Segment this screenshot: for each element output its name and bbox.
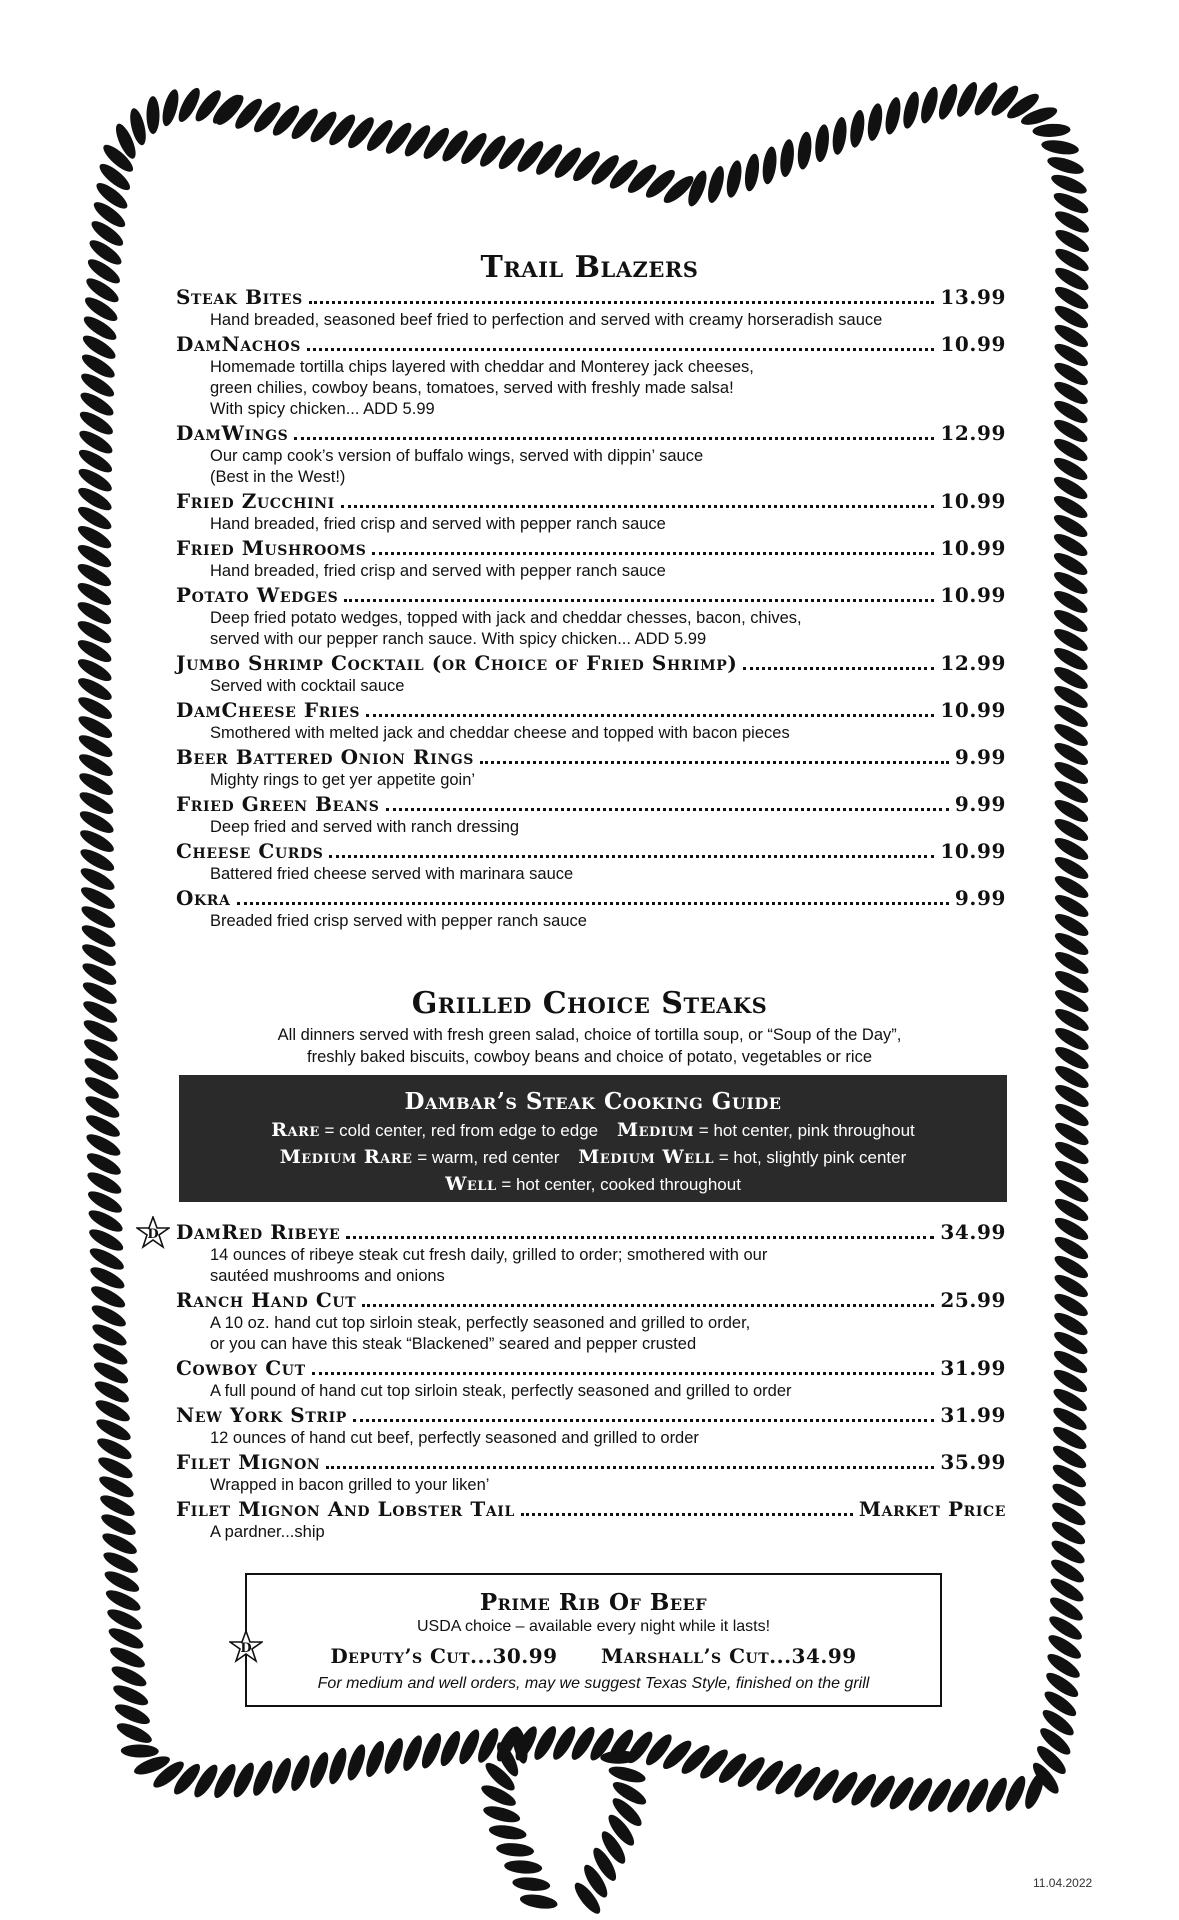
dot-leader: [386, 808, 949, 811]
rope-strand: [813, 124, 831, 163]
rare-term: Rare: [271, 1119, 320, 1141]
badge-letter-prime: D: [240, 1641, 252, 1656]
description-line: Deep fried and served with ranch dressing: [210, 818, 520, 836]
menu-item-name: Filet Mignon And Lobster Tail: [176, 1497, 515, 1521]
steaks-subtitle-line-1: All dinners served with fresh green salad, choice of tortilla soup, or “Soup of the Day”,: [277, 1026, 902, 1044]
trail-blazers-title: Trail Blazers: [480, 250, 699, 285]
grilled-steaks-title: Grilled Choice Steaks: [411, 986, 768, 1021]
medium-term: Medium: [617, 1119, 695, 1141]
description-line: green chilies, cowboy beans, tomatoes, served with freshly made salsa!: [210, 379, 734, 397]
rope-strand: [287, 1753, 313, 1793]
menu-item-description: [176, 310, 1006, 331]
menu-item-line: [176, 744, 1006, 770]
description-line: A 10 oz. hand cut top sirloin steak, perfectly seasoned and grilled to order,: [210, 1314, 751, 1332]
tb-menu-item: [176, 650, 1006, 697]
steak-menu-item: [176, 1355, 1006, 1402]
dambar-star-badge-icon-prime: [229, 1630, 263, 1664]
rope-knot-strand: [504, 1859, 543, 1875]
menu-item-line: [176, 284, 1006, 310]
menu-item-price: 10.99: [940, 583, 1006, 607]
prime-rib-box: [245, 1573, 942, 1707]
description-line: A full pound of hand cut top sirloin steak, perfectly seasoned and grilled to order: [210, 1382, 792, 1400]
menu-item-price: 25.99: [940, 1288, 1006, 1312]
description-line: 12 ounces of hand cut beef, perfectly seasoned and grilled to order: [210, 1429, 699, 1447]
rope-strand: [326, 1746, 350, 1786]
menu-item-name: Potato Wedges: [176, 583, 339, 607]
menu-item-price: 9.99: [954, 792, 1006, 816]
tb-menu-item: [176, 488, 1006, 535]
prime-rib-cuts: [247, 1641, 940, 1671]
tb-menu-item: [176, 582, 1006, 650]
menu-item-name: Fried Green Beans: [176, 792, 380, 816]
well-term: Well: [445, 1173, 497, 1195]
cooking-guide-line-1: [179, 1117, 1007, 1144]
menu-item-line: [176, 1219, 1006, 1245]
steaks-subtitle-line-2: freshly baked biscuits, cowboy beans and choice of potato, vegetables or rice: [307, 1048, 872, 1066]
dot-leader: [743, 667, 934, 670]
rope-strand: [249, 1758, 276, 1798]
menu-item-price: 12.99: [940, 421, 1006, 445]
menu-item-description: [176, 1313, 1006, 1355]
rope-strand: [883, 96, 903, 136]
menu-item-description: [176, 770, 1006, 791]
description-line: Smothered with melted jack and cheddar cheese and topped with bacon pieces: [210, 724, 790, 742]
description-line: Served with cocktail sauce: [210, 677, 405, 695]
menu-item-description: [176, 911, 1006, 932]
dot-leader: [362, 1304, 934, 1307]
rope-strand: [865, 102, 884, 142]
tb-menu-item: [176, 697, 1006, 744]
rope-knot-strand: [488, 1823, 528, 1842]
cooking-guide-line-2: [179, 1144, 1007, 1171]
dot-leader: [480, 761, 949, 764]
dot-leader: [309, 301, 935, 304]
rope-knot-strand: [512, 1876, 551, 1893]
dot-leader: [326, 1466, 934, 1469]
rope-strand: [743, 153, 762, 193]
steak-menu-item: [176, 1496, 1006, 1543]
menu-item-price: 34.99: [940, 1220, 1006, 1244]
menu-item-description: [176, 1475, 1006, 1496]
rope-strand: [306, 1750, 332, 1790]
description-line: Hand breaded, fried crisp and served with pepper ranch sauce: [210, 562, 666, 580]
menu-item-price: 10.99: [940, 698, 1006, 722]
tb-menu-item: [176, 420, 1006, 488]
dambar-star-badge-icon: [136, 1216, 170, 1250]
menu-item-description: [176, 723, 1006, 744]
menu-item-line: [176, 1402, 1006, 1428]
menu-item-line: [176, 697, 1006, 723]
deputy-cut: Deputy’s Cut...30.99: [330, 1644, 558, 1668]
rope-strand: [1032, 123, 1071, 138]
menu-item-line: [176, 488, 1006, 514]
rope-strand: [1049, 171, 1089, 197]
menu-item-line: [176, 650, 1006, 676]
menu-item-line: [176, 331, 1006, 357]
description-line: (Best in the West!): [210, 468, 346, 486]
menu-item-description: [176, 864, 1006, 885]
menu-item-price: Market Price: [858, 1497, 1006, 1521]
description-line: 14 ounces of ribeye steak cut fresh daily, grilled to order; smothered with our: [210, 1246, 768, 1264]
description-line: Breaded fried crisp served with pepper ranch sauce: [210, 912, 587, 930]
rope-knot-strand: [482, 1803, 522, 1825]
medium-desc: = hot center, pink throughout: [694, 1121, 915, 1140]
menu-item-price: 35.99: [940, 1450, 1006, 1474]
menu-item-price: 10.99: [940, 839, 1006, 863]
rope-strand: [1040, 138, 1080, 157]
trail-blazers-list: [176, 284, 1006, 932]
rope-knot-strand: [607, 1763, 647, 1785]
menu-item-description: [176, 561, 1006, 582]
rope-strand: [268, 1756, 294, 1796]
dot-leader: [312, 1372, 935, 1375]
cooking-guide: [179, 1075, 1007, 1202]
description-line: or you can have this steak “Blackened” seared and pepper crusted: [210, 1335, 697, 1353]
rope-strand: [381, 1736, 407, 1776]
rope-strand: [362, 1739, 387, 1779]
dot-leader: [329, 855, 934, 858]
tb-menu-item: [176, 744, 1006, 791]
cooking-guide-title: Dambar’s Steak Cooking Guide: [404, 1088, 782, 1115]
dot-leader: [237, 902, 949, 905]
dot-leader: [294, 437, 934, 440]
description-line: Deep fried potato wedges, topped with jack and cheddar chesses, bacon, chives,: [210, 609, 802, 627]
menu-item-price: 31.99: [940, 1403, 1006, 1427]
medium-well-desc: = hot, slightly pink center: [713, 1148, 907, 1167]
description-line: Hand breaded, seasoned beef fried to perfection and served with creamy horseradish sauce: [210, 311, 883, 329]
menu-item-description: [176, 1522, 1006, 1543]
menu-item-name: DamCheese Fries: [176, 698, 361, 722]
rope-knot-strand: [519, 1892, 559, 1911]
menu-item-name: DamNachos: [176, 332, 301, 356]
medium-well-term: Medium Well: [578, 1146, 714, 1168]
menu-item-line: [176, 1287, 1006, 1313]
menu-item-price: 9.99: [954, 745, 1006, 769]
description-line: Wrapped in bacon grilled to your liken’: [210, 1476, 490, 1494]
menu-item-name: Filet Mignon: [176, 1450, 321, 1474]
menu-item-line: [176, 885, 1006, 911]
menu-item-price: 12.99: [940, 651, 1006, 675]
menu-item-line: [176, 1355, 1006, 1381]
dot-leader: [307, 348, 934, 351]
rope-strand: [918, 85, 941, 125]
menu-item-description: [176, 1381, 1006, 1402]
rope-strand: [114, 1719, 154, 1746]
menu-item-name: DamRed Ribeye: [176, 1220, 341, 1244]
tb-menu-item: [176, 885, 1006, 932]
dot-leader: [372, 552, 934, 555]
description-line: sautéed mushrooms and onions: [210, 1267, 445, 1285]
description-line: Homemade tortilla chips layered with cheddar and Monterey jack cheeses,: [210, 358, 754, 376]
menu-item-line: [176, 535, 1006, 561]
menu-item-description: [176, 1245, 1006, 1287]
steaks-list: [176, 1219, 1006, 1543]
badge-letter: D: [147, 1227, 159, 1242]
rope-strand: [399, 1733, 425, 1773]
steak-menu-item: [176, 1287, 1006, 1355]
dot-leader: [366, 714, 934, 717]
menu-item-line: [176, 582, 1006, 608]
well-desc: = hot center, cooked throughout: [496, 1175, 741, 1194]
rope-strand: [848, 109, 867, 149]
menu-item-name: DamWings: [176, 421, 289, 445]
description-line: served with our pepper ranch sauce. With spicy chicken... ADD 5.99: [210, 630, 707, 648]
menu-item-price: 31.99: [940, 1356, 1006, 1380]
rope-strand: [146, 96, 159, 134]
medium-rare-desc: = warm, red center: [412, 1148, 560, 1167]
steak-menu-item: [176, 1219, 1006, 1287]
rope-strand: [778, 138, 795, 177]
rope-strand: [900, 90, 922, 130]
description-line: Battered fried cheese served with marinara sauce: [210, 865, 574, 883]
menu-item-name: Cheese Curds: [176, 839, 324, 863]
description-line: A pardner...ship: [210, 1523, 325, 1541]
menu-item-name: Fried Zucchini: [176, 489, 335, 513]
rope-strand: [935, 82, 961, 122]
menu-item-price: 9.99: [954, 886, 1006, 910]
menu-item-line: [176, 420, 1006, 446]
menu-item-price: 10.99: [940, 489, 1006, 513]
menu-item-description: [176, 676, 1006, 697]
description-line: Our camp cook’s version of buffalo wings, served with dippin’ sauce: [210, 447, 704, 465]
rope-strand: [705, 164, 727, 204]
tb-menu-item: [176, 791, 1006, 838]
cooking-guide-line-3: [179, 1171, 1007, 1198]
prime-rib-note: For medium and well orders, may we suggest Texas Style, finished on the grill: [317, 1675, 870, 1692]
rope-strand: [761, 146, 779, 185]
menu-item-name: Cowboy Cut: [176, 1356, 306, 1380]
dot-leader: [341, 505, 935, 508]
description-line: With spicy chicken... ADD 5.99: [210, 400, 435, 418]
marshall-cut: Marshall’s Cut...34.99: [601, 1644, 857, 1668]
rope-strand: [724, 159, 744, 199]
menu-item-name: Okra: [176, 886, 231, 910]
dot-leader: [344, 599, 934, 602]
menu-item-price: 13.99: [940, 285, 1006, 309]
steak-menu-item: [176, 1449, 1006, 1496]
prime-rib-title: Prime Rib Of Beef: [479, 1589, 708, 1616]
rope-knot-strand: [496, 1842, 535, 1858]
menu-item-description: [176, 446, 1006, 488]
menu-item-name: Beer Battered Onion Rings: [176, 745, 475, 769]
rope-strand: [796, 131, 813, 170]
description-line: Mighty rings to get yer appetite goin’: [210, 771, 476, 789]
rope-strand: [1046, 154, 1086, 178]
tb-menu-item: [176, 838, 1006, 885]
medium-rare-term: Medium Rare: [279, 1146, 413, 1168]
rope-strand: [159, 88, 181, 128]
menu-item-name: Ranch Hand Cut: [176, 1288, 357, 1312]
menu-item-line: [176, 1449, 1006, 1475]
menu-item-description: [176, 514, 1006, 535]
menu-item-name: Fried Mushrooms: [176, 536, 367, 560]
dot-leader: [353, 1419, 935, 1422]
dot-leader: [346, 1236, 934, 1239]
rare-desc: = cold center, red from edge to edge: [319, 1121, 599, 1140]
menu-item-name: New York Strip: [176, 1403, 347, 1427]
menu-item-description: [176, 608, 1006, 650]
menu-item-price: 10.99: [940, 536, 1006, 560]
tb-menu-item: [176, 331, 1006, 420]
menu-item-line: [176, 791, 1006, 817]
menu-item-name: Steak Bites: [176, 285, 303, 309]
menu-item-line: [176, 838, 1006, 864]
description-line: Hand breaded, fried crisp and served with pepper ranch sauce: [210, 515, 666, 533]
dot-leader: [521, 1513, 853, 1516]
menu-item-line: [176, 1496, 1006, 1522]
rope-strand: [831, 116, 849, 155]
rope-strand: [418, 1731, 445, 1771]
tb-menu-item: [176, 284, 1006, 331]
menu-item-description: [176, 1428, 1006, 1449]
steaks-subtitle: [0, 1024, 1179, 1068]
menu-item-description: [176, 357, 1006, 420]
date-stamp: 11.04.2022: [1033, 1876, 1093, 1890]
tb-menu-item: [176, 535, 1006, 582]
rope-strand: [121, 1744, 159, 1758]
steak-menu-item: [176, 1402, 1006, 1449]
menu-item-name: Jumbo Shrimp Cocktail (or Choice of Fried Shrimp): [176, 651, 738, 675]
prime-rib-subtitle: USDA choice – available every night while it lasts!: [416, 1618, 771, 1635]
rope-strand: [344, 1742, 369, 1782]
menu-item-description: [176, 817, 1006, 838]
menu-item-price: 10.99: [940, 332, 1006, 356]
